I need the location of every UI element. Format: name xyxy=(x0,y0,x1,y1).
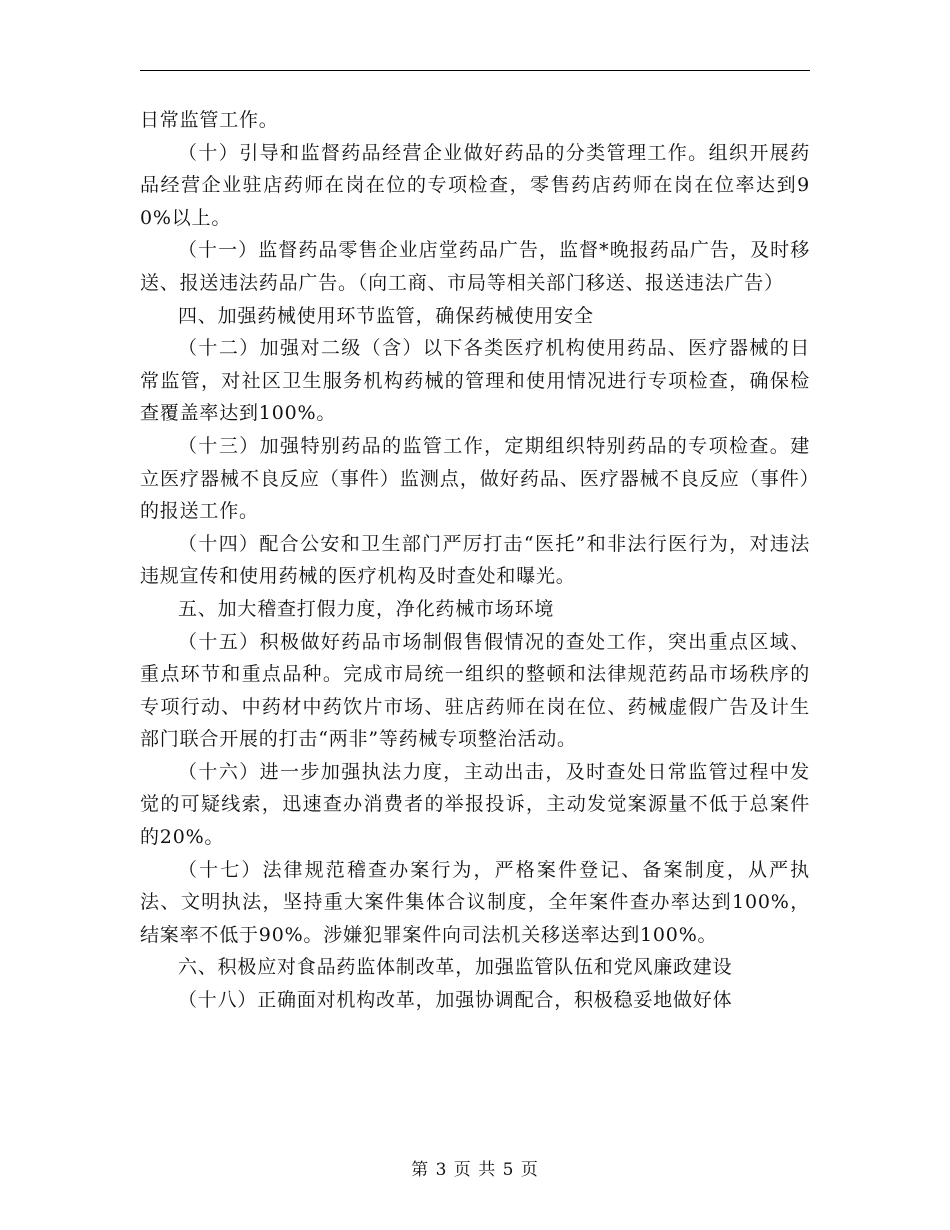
paragraph-5: （十三）加强特别药品的监管工作，定期组织特别药品的专项检查。建立医疗器械不良反应（事件）监测点，做好药品、医疗器械不良反应（事件）的报送工作。 xyxy=(140,434,810,523)
header-rule xyxy=(140,70,810,71)
document-body xyxy=(140,104,810,1017)
paragraph-6: （十四）配合公安和卫生部门严厉打击“医托”和非法行医行为，对违法违规宣传和使用药械的医疗机构及时查处和曝光。 xyxy=(140,532,810,588)
page-number-footer: 第 3 页 共 5 页 xyxy=(411,1160,539,1180)
paragraph-4: （十二）加强对二级（含）以下各类医疗机构使用药品、医疗器械的日常监管，对社区卫生服务机构药械的管理和使用情况进行专项检查，确保检查覆盖率达到100%。 xyxy=(140,337,810,425)
paragraph-12: （十八）正确面对机构改革，加强协调配合，积极稳妥地做好体 xyxy=(178,989,733,1012)
paragraph-8: （十五）积极做好药品市场制假售假情况的查处工作，突出重点区域、重点环节和重点品种。完成市局统一组织的整顿和法律规范药品市场秩序的专项行动、中药材中药饮片市场、驻店药师在岗在位、药械虚假广告及计生部门联合开展的打击“两非”等药械专项整治活动。 xyxy=(140,630,810,751)
section-heading-5: 五、加大稽查打假力度，净化药械市场环境 xyxy=(178,597,555,620)
paragraph-1: （十）引导和监督药品经营企业做好药品的分类管理工作。组织开展药品经营企业驻店药师在岗在位的专项检查，零售药店药师在岗在位率达到90%以上。 xyxy=(140,141,810,229)
paragraph-2: （十一）监督药品零售企业店堂药品广告，监督*晚报药品广告，及时移送、报送违法药品广告。（向工商、市局等相关部门移送、报送违法广告） xyxy=(140,239,810,294)
paragraph-9: （十六）进一步加强执法力度，主动出击，及时查处日常监管过程中发觉的可疑线索，迅速查办消费者的举报投诉，主动发觉案源量不低于总案件的20%。 xyxy=(140,760,810,849)
paragraph-0: 日常监管工作。 xyxy=(140,109,279,131)
section-heading-4: 四、加强药械使用环节监管，确保药械使用安全 xyxy=(178,304,594,327)
section-heading-6: 六、积极应对食品药监体制改革，加强监管队伍和党风廉政建设 xyxy=(178,956,733,979)
paragraph-10: （十七）法律规范稽查办案行为，严格案件登记、备案制度，从严执法、文明执法，坚持重大案件集体合议制度，全年案件查办率达到100%，结案率不低于90%。涉嫌犯罪案件向司法机关移送率达到100%。 xyxy=(140,858,810,946)
